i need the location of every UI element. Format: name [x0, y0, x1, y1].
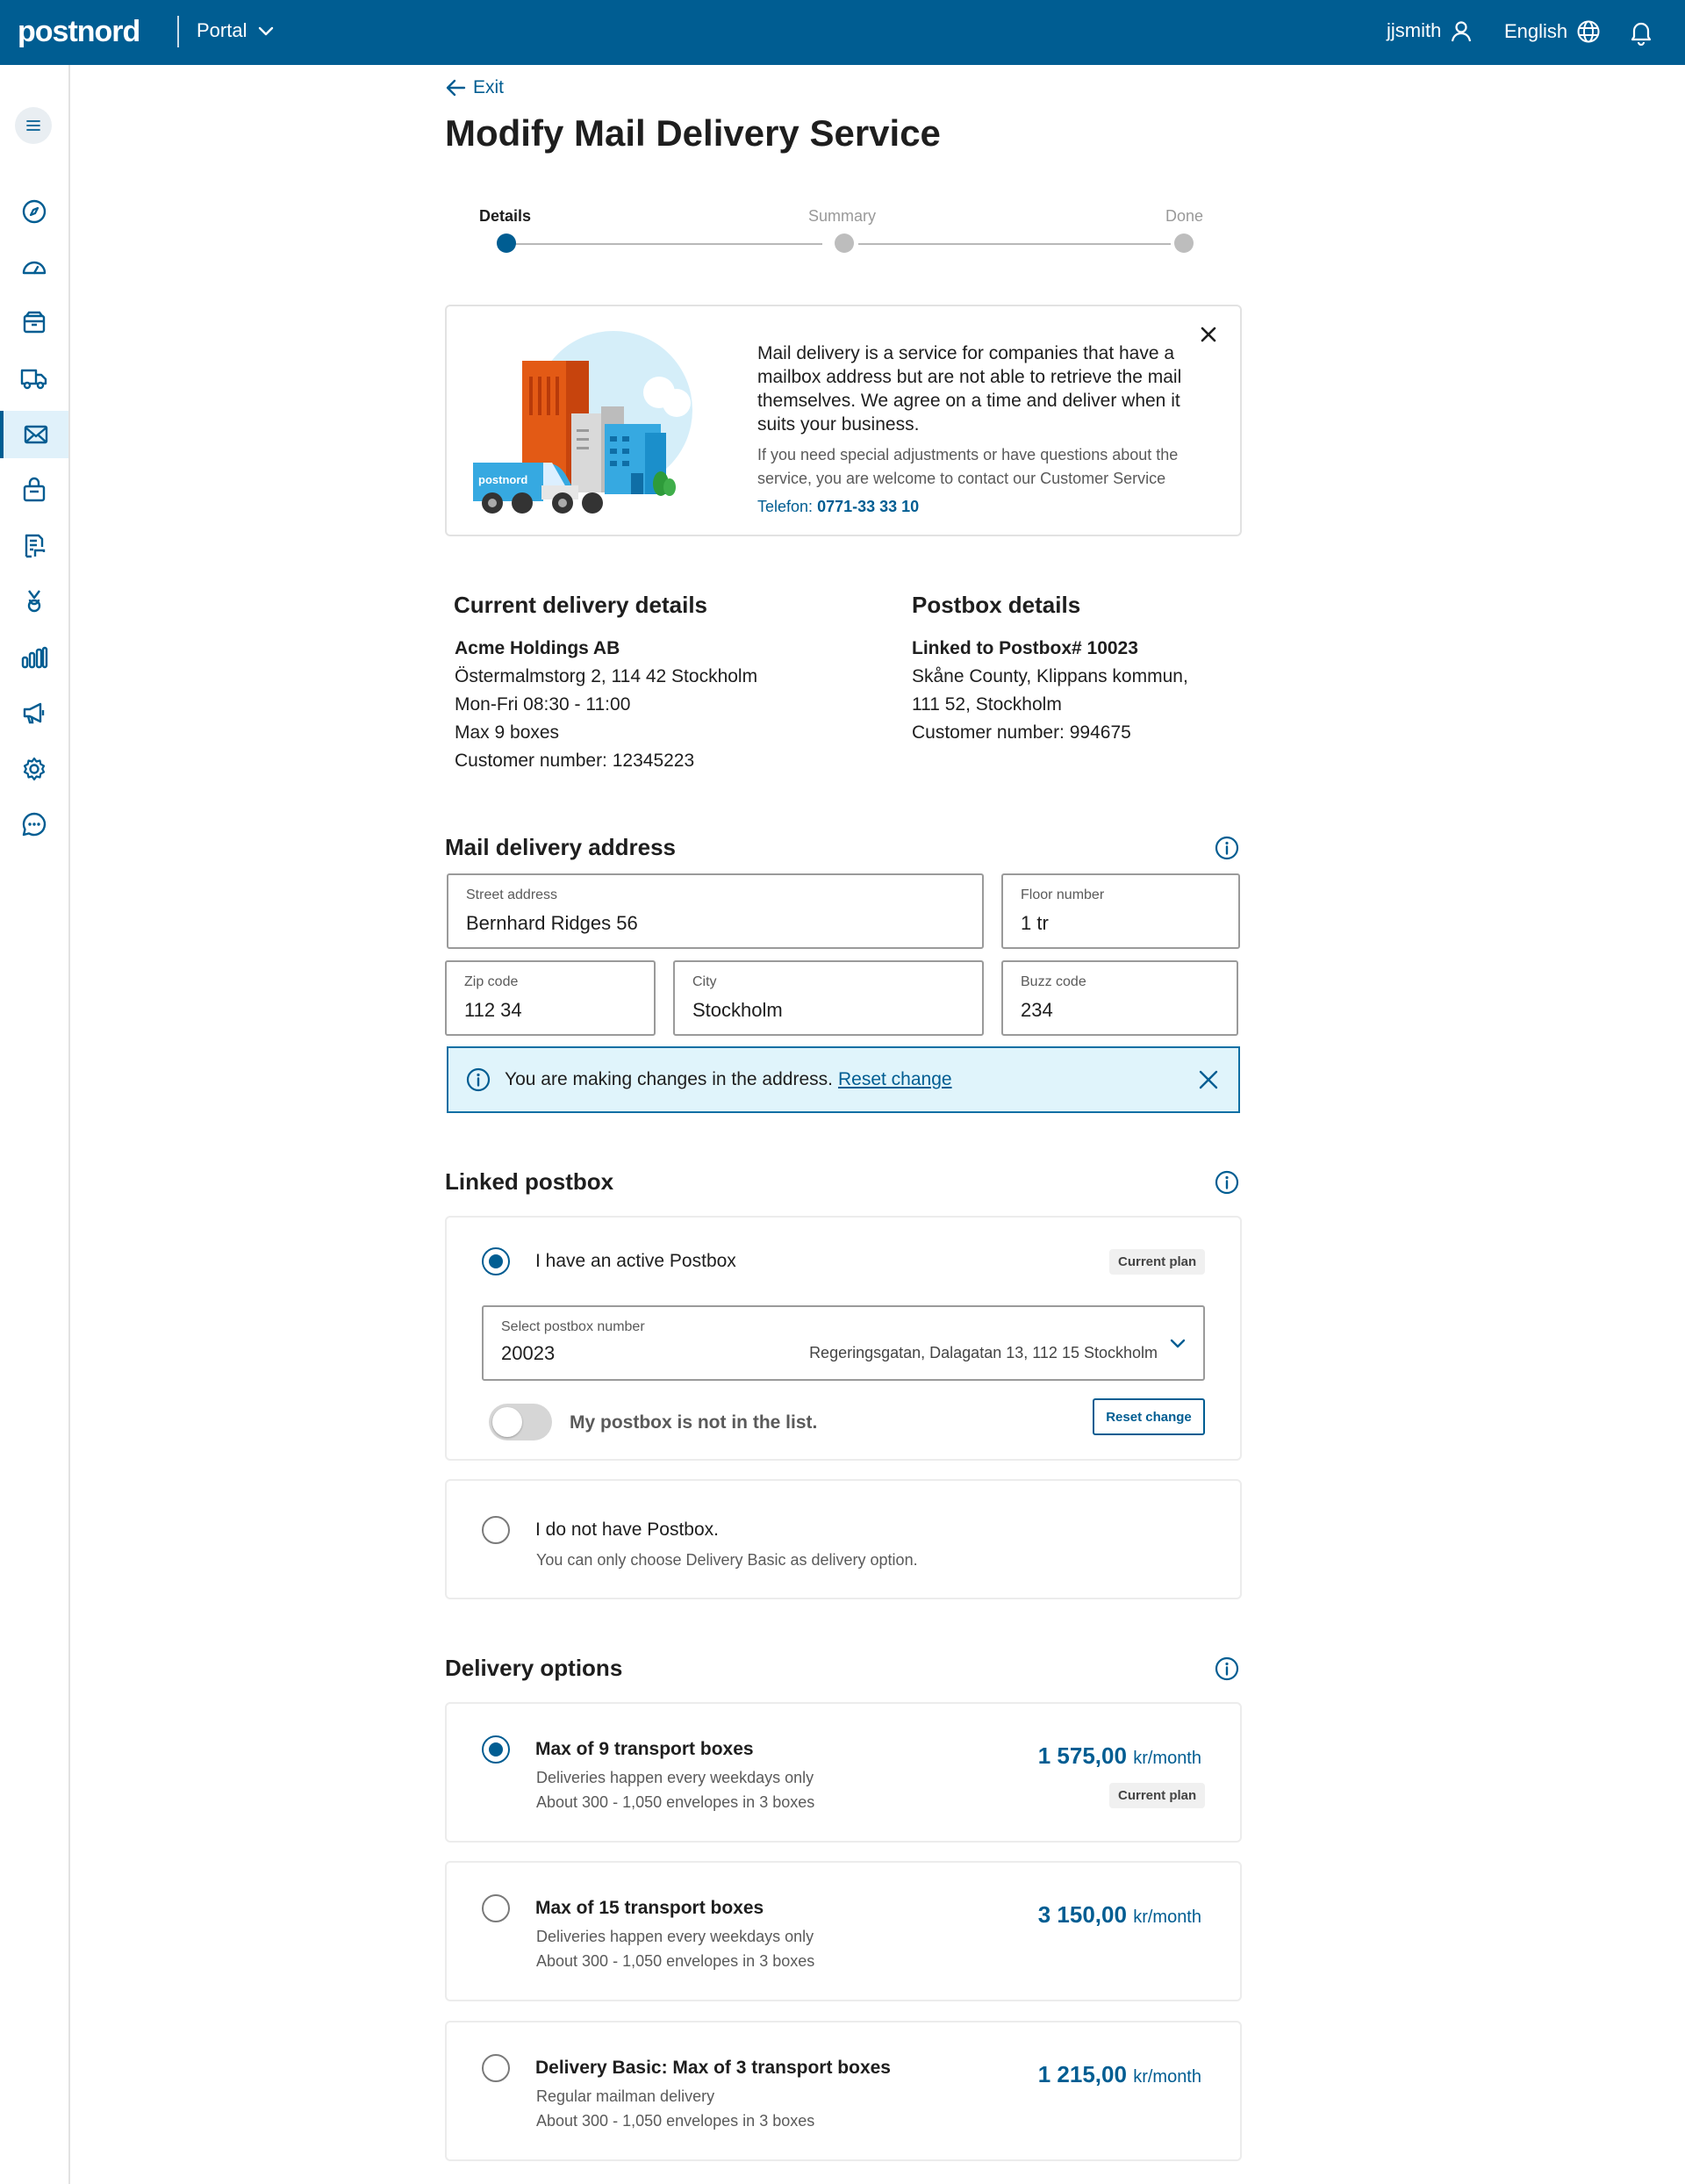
chevron-down-icon [1168, 1333, 1187, 1353]
company-address: Östermalmstorg 2, 114 42 Stockholm [455, 666, 758, 686]
sidebar-item-explore[interactable] [0, 188, 68, 235]
close-icon [1200, 326, 1217, 343]
step-connector [858, 243, 1171, 245]
no-postbox-label: I do not have Postbox. [535, 1519, 719, 1540]
active-postbox-label: I have an active Postbox [535, 1251, 736, 1271]
mail-icon [23, 421, 49, 448]
street-address-label: Street address [466, 887, 558, 902]
price-unit: kr/month [1133, 1749, 1201, 1768]
delivery-option-line2: About 300 - 1,050 envelopes in 3 boxes [536, 1793, 815, 1811]
sidebar-item-marketing[interactable] [0, 689, 68, 736]
close-notice-button[interactable] [1198, 1069, 1219, 1096]
delivery-option-line1: Regular mailman delivery [536, 2087, 715, 2105]
buzz-code-field[interactable] [1001, 960, 1238, 1036]
sidebar-item-shipments[interactable] [0, 298, 68, 346]
current-details-title: Current delivery details [454, 592, 707, 618]
sidebar-item-dashboard[interactable] [0, 243, 68, 291]
zip-code-value: 112 34 [464, 999, 522, 1021]
delivery-option-radio[interactable] [482, 2054, 510, 2082]
exit-link[interactable] [445, 77, 504, 98]
step-details-dot [497, 233, 516, 253]
max-boxes: Max 9 boxes [455, 722, 560, 743]
postbox-details-body [912, 635, 1188, 747]
delivery-hours: Mon-Fri 08:30 - 11:00 [455, 694, 631, 715]
linked-postbox: Linked to Postbox# 10023 [912, 638, 1138, 658]
postbox-select-address: Regeringsgatan, Dalagatan 13, 112 15 Stockholm [809, 1344, 1158, 1361]
postbox-select-label: Select postbox number [501, 1319, 645, 1334]
linked-postbox-info-button[interactable] [1215, 1170, 1239, 1199]
postbox-details-title: Postbox details [912, 592, 1081, 618]
progress-stepper [474, 207, 1211, 260]
customer-number: Customer number: 12345223 [455, 751, 695, 771]
city-value: Stockholm [692, 999, 783, 1021]
delivery-option-details [536, 1924, 814, 1973]
analytics-icon [20, 644, 48, 671]
delivery-option-line1: Deliveries happen every weekdays only [536, 1769, 814, 1786]
step-details-label: Details [479, 207, 532, 225]
postbox-address-line2: 111 52, Stockholm [912, 694, 1062, 715]
no-postbox-radio[interactable] [482, 1516, 510, 1544]
exit-label: Exit [473, 77, 505, 97]
current-plan-badge: Current plan [1109, 1783, 1205, 1808]
settings-icon [21, 756, 47, 782]
sidebar-item-parcels[interactable] [0, 466, 68, 514]
truck-icon [20, 365, 48, 392]
floor-number-label: Floor number [1021, 887, 1105, 902]
postnord-logo[interactable]: postnord [18, 15, 140, 48]
top-bar [0, 0, 1685, 65]
phone-number: 0771-33 33 10 [817, 498, 920, 515]
active-postbox-radio[interactable] [482, 1247, 510, 1275]
portal-label: Portal [197, 19, 247, 41]
notice-text: You are making changes in the address. [505, 1069, 833, 1089]
delivery-option-card[interactable] [445, 2021, 1242, 2161]
city-label: City [692, 974, 717, 989]
postbox-number-select[interactable] [482, 1305, 1205, 1381]
close-icon [1198, 1069, 1219, 1090]
mail-address-info-button[interactable] [1215, 836, 1239, 865]
notifications-button[interactable] [1629, 19, 1653, 50]
linked-postbox-title: Linked postbox [445, 1168, 614, 1195]
logo-divider [177, 16, 179, 47]
delivery-option-card[interactable] [445, 1861, 1242, 2001]
sidebar-item-deals[interactable] [0, 578, 68, 625]
page-title: Modify Mail Delivery Service [445, 112, 941, 154]
deal-icon [21, 588, 47, 614]
delivery-option-radio[interactable] [482, 1894, 510, 1922]
zip-code-field[interactable] [445, 960, 656, 1036]
info-icon [1215, 1656, 1239, 1681]
delivery-option-title: Delivery Basic: Max of 3 transport boxes [535, 2058, 891, 2078]
delivery-option-title: Max of 15 transport boxes [535, 1898, 764, 1918]
delivery-option-details [536, 1765, 814, 1814]
reset-change-link[interactable]: Reset change [837, 1069, 952, 1089]
language-menu[interactable] [1504, 19, 1601, 44]
chevron-down-icon [257, 22, 275, 40]
city-field[interactable] [673, 960, 984, 1036]
postbox-select-value: 20023 [501, 1342, 556, 1364]
delivery-illustration [473, 322, 728, 526]
invoice-icon [21, 533, 47, 559]
price-unit: kr/month [1133, 1907, 1201, 1927]
compass-icon [21, 198, 47, 225]
phone-label: Telefon: [757, 498, 814, 515]
delivery-option-price [1038, 2061, 1201, 2088]
price-unit: kr/month [1133, 2067, 1201, 2087]
delivery-options-title: Delivery options [445, 1655, 623, 1681]
postbox-not-listed-label: My postbox is not in the list. [570, 1412, 818, 1433]
info-icon [466, 1067, 491, 1092]
delivery-option-price [1038, 1901, 1201, 1929]
zip-code-label: Zip code [464, 974, 519, 989]
globe-icon [1576, 19, 1601, 44]
sidebar-item-analytics[interactable] [0, 634, 68, 681]
floor-number-value: 1 tr [1021, 912, 1049, 934]
no-postbox-option [445, 1479, 1242, 1599]
mail-address-title: Mail delivery address [445, 834, 677, 860]
step-done-dot [1174, 233, 1194, 253]
arrow-left-icon [445, 78, 466, 97]
delivery-option-line2: About 300 - 1,050 envelopes in 3 boxes [536, 1952, 815, 1970]
current-details-body [455, 635, 757, 775]
step-done-label: Done [1165, 207, 1204, 225]
service-description: Mail delivery is a service for companies that have a mailbox address but are not able to retrieve the mail themselves. We agree on a time and deliver when it suits your business. [757, 343, 1182, 435]
step-summary-dot [835, 233, 854, 253]
sidebar-item-transport[interactable] [0, 355, 68, 402]
service-contact-note: If you need special adjustments or have questions about the service, you are welcome to contact our Customer Service [757, 446, 1179, 487]
phone-contact[interactable] [757, 498, 919, 516]
close-info-button[interactable] [1200, 326, 1217, 348]
address-change-notice [447, 1046, 1240, 1113]
sidebar-item-invoices[interactable] [0, 522, 68, 570]
user-menu[interactable] [1387, 19, 1473, 42]
delivery-option-line2: About 300 - 1,050 envelopes in 3 boxes [536, 2112, 815, 2130]
sidebar-item-mail[interactable] [0, 411, 68, 458]
step-connector [511, 243, 822, 245]
street-address-field[interactable] [447, 873, 984, 949]
current-plan-badge: Current plan [1109, 1249, 1205, 1275]
info-icon [1215, 836, 1239, 860]
postbox-not-listed-toggle[interactable] [489, 1404, 552, 1440]
buzz-code-label: Buzz code [1021, 974, 1086, 989]
chat-icon [21, 811, 47, 837]
sidebar-menu-button[interactable] [15, 107, 52, 144]
info-icon [1215, 1170, 1239, 1195]
sidebar-item-support[interactable] [0, 801, 68, 848]
delivery-option-price [1038, 1742, 1201, 1770]
sidebar-item-settings[interactable] [0, 745, 68, 793]
delivery-option-line1: Deliveries happen every weekdays only [536, 1928, 814, 1945]
portal-menu[interactable] [197, 19, 275, 42]
language-label: English [1504, 20, 1568, 42]
street-address-value: Bernhard Ridges 56 [466, 912, 638, 934]
floor-number-field[interactable] [1001, 873, 1240, 949]
package-icon [21, 309, 47, 335]
active-postbox-option [445, 1216, 1242, 1461]
price-amount: 1 215,00 [1037, 2061, 1127, 2087]
delivery-option-details [536, 2084, 814, 2133]
delivery-option-title: Max of 9 transport boxes [535, 1739, 754, 1759]
delivery-option-card[interactable] [445, 1702, 1242, 1843]
buzz-code-value: 234 [1021, 999, 1053, 1021]
sidebar [0, 65, 70, 2184]
username: jjsmith [1387, 19, 1442, 41]
company-name: Acme Holdings AB [455, 638, 620, 658]
parcel-bag-icon [21, 477, 47, 503]
service-info-card [445, 305, 1242, 536]
megaphone-icon [21, 700, 47, 726]
step-summary-label: Summary [808, 207, 877, 225]
delivery-options-info-button[interactable] [1215, 1656, 1239, 1685]
truck-logo-text: postnord [478, 473, 528, 486]
no-postbox-note: You can only choose Delivery Basic as delivery option. [536, 1551, 918, 1569]
postbox-customer-number: Customer number: 994675 [912, 722, 1131, 743]
delivery-option-radio[interactable] [482, 1735, 510, 1764]
price-amount: 1 575,00 [1037, 1742, 1127, 1769]
postbox-address-line1: Skåne County, Klippans kommun, [912, 666, 1188, 686]
bell-icon [1629, 19, 1653, 46]
reset-change-button[interactable]: Reset change [1093, 1398, 1205, 1435]
user-icon [1450, 19, 1473, 42]
price-amount: 3 150,00 [1037, 1901, 1127, 1928]
dashboard-icon [21, 254, 47, 280]
menu-icon [26, 119, 40, 132]
